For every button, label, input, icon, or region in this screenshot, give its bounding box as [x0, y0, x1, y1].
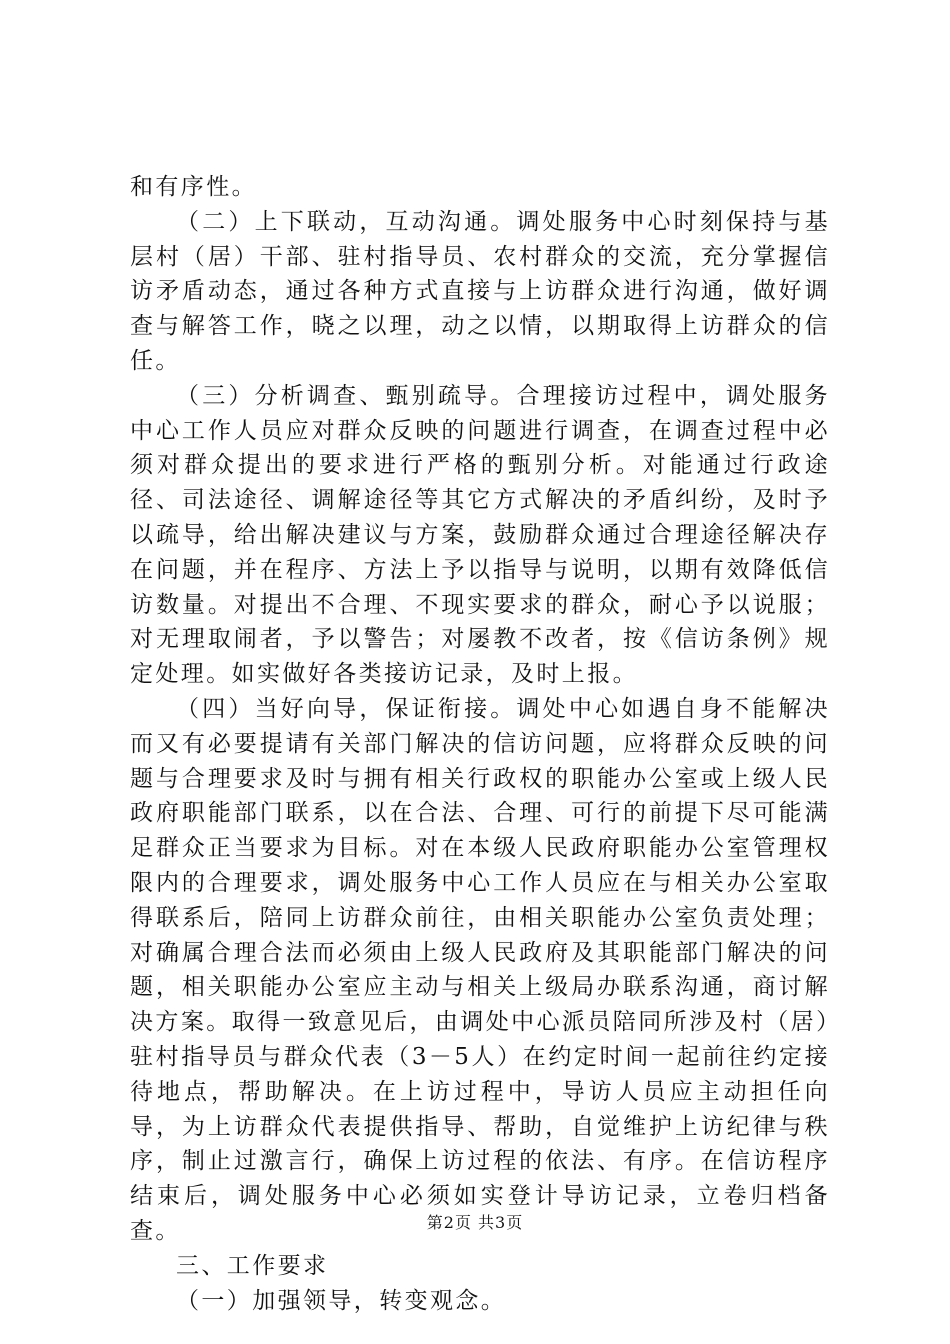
paragraph-section-4: （四）当好向导，保证衔接。调处中心如遇自身不能解决而又有必要提请有关部门解决的信访问题，应将群众反映的问题与合理要求及时与拥有相关行政权的职能办公室或上级人民政府职能部门联系，以在合法、合理、可行的前提下尽可能满足群众正当要求为目标。对在本级人民政府职能办公室管理权限内的合理要求，调处服务中心工作人员应在与相关办公室取得联系后，陪同上访群众前往，由相关职能办公室负责处理；对确属合理合法而必须由上级人民政府及其职能部门解决的问题，相关职能办公室应主动与相关上级局办联系沟通，商讨解决方案。取得一致意见后，由调处中心派员陪同所涉及村（居）驻村指导员与群众代表（3－5人）在约定时间一起前往约定接待地点，帮助解决。在上访过程中，导访人员应主动担任向导，为上访群众代表提供指导、帮助，自觉维护上访纪律与秩序，制止过激言行，确保上访过程的依法、有序。在信访程序结束后，调处服务中心必须如实登计导访记录，立卷归档备查。 — [130, 695, 830, 1244]
page-footer: 第2页 共3页 — [426, 1213, 524, 1232]
paragraph-section-3: （三）分析调查、甄别疏导。合理接访过程中，调处服务中心工作人员应对群众反映的问题进行调查，在调查过程中必须对群众提出的要求进行严格的甄别分析。对能通过行政途径、司法途径、调解途径等其它方式解决的矛盾纠纷，及时予以疏导，给出解决建议与方案，鼓励群众通过合理途径解决存在问题，并在程序、方法上予以指导与说明，以期有效降低信访数量。对提出不合理、不现实要求的群众，耐心予以说服；对无理取闹者，予以警告；对屡教不改者，按《信访条例》规定处理。如实做好各类接访记录，及时上报。 — [130, 382, 830, 688]
paragraph-requirement-1: （一）加强领导，转变观念。 — [176, 1287, 507, 1314]
paragraph-section-2: （二）上下联动，互动沟通。调处服务中心时刻保持与基层村（居）干部、驻村指导员、农村群众的交流，充分掌握信访矛盾动态，通过各种方式直接与上访群众进行沟通，做好调查与解答工作，晓之以理，动之以情，以期取得上访群众的信任。 — [130, 208, 830, 374]
heading-work-requirements: 三、工作要求 — [176, 1252, 329, 1279]
paragraph-continuation: 和有序性。 — [130, 174, 257, 200]
document-page — [130, 170, 830, 1318]
